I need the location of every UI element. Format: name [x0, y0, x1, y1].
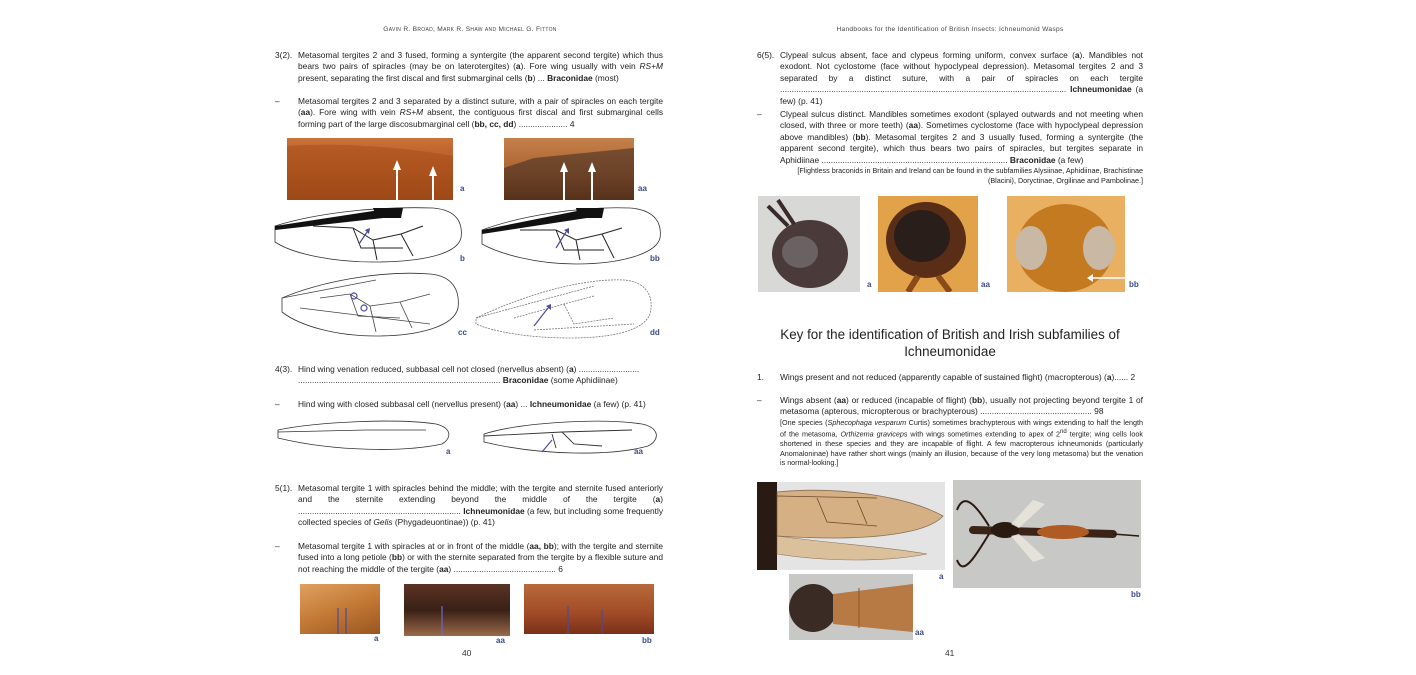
lead-text: Metasomal tergite 1 with spiracles behind the middle; with the tergite and sternite fused anteriorly and the sternite extending beyond the middle of the tergite (	[298, 483, 663, 505]
fig-ref: aa	[439, 563, 449, 574]
forewing-drawing-b	[273, 204, 465, 266]
fig-ref: a	[568, 364, 574, 374]
forewing-drawing-cc	[280, 268, 460, 340]
couplet-number: 3(2).	[275, 50, 293, 60]
taxon-name: Ichneumonidae	[529, 399, 592, 409]
couplet-number: 6(5).	[757, 50, 775, 60]
photo-brachypterous-bb	[953, 480, 1141, 588]
lead-text: ) ..................... 4	[513, 118, 575, 129]
photo-metasoma-a	[287, 138, 453, 200]
lead-text: ) ............................................ 6	[448, 563, 563, 574]
taxon-name: Braconidae	[1009, 154, 1056, 165]
couplet-6	[757, 50, 1143, 107]
lead-text: ). Metasomal tergites 2 and 3 usually fused, forming a syntergite (the apparent second tergite), which thus bears two pairs of spiracles, but tergites separate in Aphidiinae ................................................................................	[780, 131, 1143, 165]
fig-ref: bb	[391, 552, 403, 563]
fig-label: bb	[650, 254, 660, 263]
lead-text: (some Aphidiinae)	[548, 375, 618, 386]
left-page	[270, 0, 670, 675]
forewing-drawing-dd	[474, 274, 654, 340]
couplet-5-alt	[275, 541, 663, 575]
fig-label: cc	[458, 328, 467, 337]
lead-text: ) ...	[515, 399, 530, 409]
fig-ref: aa, bb	[529, 541, 554, 551]
couplet-4-alt	[275, 399, 663, 410]
head-illustration	[1007, 196, 1125, 292]
lead-text: Wings absent (	[780, 395, 837, 405]
lead-text: ) ...........................	[298, 494, 663, 516]
key-couplet-1-alt	[757, 395, 1143, 468]
fig-ref: a	[1074, 50, 1080, 60]
couplet-5	[275, 483, 663, 529]
lead-text: ). Mandibles not exodont. Not cyclostome (face without hypoclypeal depression). Metasomal tergites 2 and 3 separated by a distinct suture, with a pair of spiracles on each tergite ...................................	[780, 50, 1143, 95]
fig-ref: a	[1106, 372, 1112, 382]
wasp-body-illustration	[953, 480, 1141, 588]
fig-label: aa	[981, 280, 990, 289]
fig-label: a	[939, 572, 944, 581]
dash: –	[275, 541, 280, 551]
key-title: Key for the identification of British and Irish subfamilies of Ichneumonidae	[780, 327, 1120, 359]
photo-winged-a	[757, 482, 945, 570]
photo-head-aa	[878, 196, 978, 292]
lead-text: ) or with the sternite separated from the tergite by a flexible suture and not reaching the middle of the tergite (	[298, 552, 663, 574]
lead-text: Clypeal sulcus absent, face and clypeus forming uniform, convex surface (	[780, 50, 1075, 60]
lead-text: Metasomal tergites 2 and 3 fused, forming a syntergite (the apparent second tergite) which thus bears two pairs of spiracles (may be on laterotergites) (	[298, 50, 663, 72]
couplet-lead-b	[780, 109, 1143, 166]
taxon-name: Ichneumonidae	[463, 505, 525, 516]
photo-head-bb	[1007, 196, 1125, 292]
fig-label: aa	[634, 447, 643, 456]
lead-text: ........................................................................................	[861, 84, 1071, 95]
lead-text: ), usually not projecting beyond tergite 1 of metasoma (apterous, micropterous or brachypterous) ................................................ 98	[780, 395, 1144, 417]
lead-text: (a few)	[1055, 154, 1084, 165]
tergite-illustration	[404, 584, 510, 636]
running-head-right: Handbooks for the Identification of British Insects: Ichneumonid Wasps	[836, 26, 1064, 33]
couplet-lead-a	[298, 483, 663, 529]
couplet-number: 4(3).	[275, 364, 293, 374]
photo-tergite-a	[300, 584, 380, 634]
lead-text: (a few, but including some frequently collected species of	[298, 505, 664, 528]
key-couplet-1	[757, 372, 1143, 383]
vein-name: RS+M	[639, 61, 664, 72]
lead-text: ). Sometimes cyclostome (face with hypoclypeal depression above mandibles) (	[780, 120, 1143, 142]
lead-text: present, separating the first discal and first submarginal cells (	[298, 72, 528, 83]
couplet-lead-b	[298, 541, 663, 575]
fig-ref: a	[655, 494, 661, 505]
couplet-6-alt	[757, 109, 1143, 186]
page-number-right: 41	[945, 648, 955, 658]
taxon-name: Ichneumonidae	[1070, 84, 1132, 95]
fig-label: aa	[496, 636, 505, 645]
fig-ref: bb	[971, 395, 983, 405]
couplet-number: 1.	[757, 372, 764, 382]
couplet-3	[275, 50, 663, 84]
lead-text: Metasomal tergites 2 and 3 separated by a distinct suture, with a pair of spiracles on each tergite (	[298, 96, 663, 118]
lead-text: Clypeal sulcus distinct. Mandibles sometimes exodont (splayed outwards and not meeting when closed, with three or more teeth) (	[780, 109, 1143, 131]
fig-ref: aa	[908, 120, 918, 131]
couplet-lead-a	[780, 50, 1143, 107]
wing-venation	[480, 204, 662, 266]
wing-venation	[474, 274, 654, 340]
genus-name: Gelis	[373, 517, 393, 528]
running-head-left: Gavin R. Broad, Mark R. Shaw and Michael G. Fitton	[383, 26, 557, 33]
lead-text: Hind wing venation reduced, subbasal cell not closed (nervellus absent) (	[298, 364, 569, 374]
photo-apterous-aa	[789, 574, 913, 640]
couplet-note	[780, 418, 1143, 468]
tergite-illustration	[300, 584, 380, 634]
lead-text: (Phygadeuontinae)) (p. 41)	[392, 517, 495, 528]
couplet-lead-a	[780, 372, 1143, 383]
couplet-4	[275, 364, 663, 387]
lead-text: Metasomal tergite 1 with spiracles at or in front of the middle (	[298, 541, 530, 551]
vein-name: RS+M	[399, 107, 424, 118]
fig-ref: aa	[506, 399, 516, 409]
fig-label: bb	[1131, 590, 1141, 599]
couplet-number: 5(1).	[275, 483, 293, 493]
photo-tergite-bb	[524, 584, 654, 634]
fig-ref: aa	[836, 395, 847, 405]
note-text: [One species (	[780, 417, 828, 427]
lead-text: ) ...	[532, 72, 548, 83]
fig-ref: a	[515, 61, 521, 72]
couplet-lead-b	[780, 395, 1143, 418]
species-name: Orthizema graviceps	[840, 429, 908, 438]
couplet-lead-a	[298, 364, 663, 387]
metasoma-illustration	[287, 138, 453, 200]
lead-text: ). Fore wing usually with vein	[520, 61, 640, 72]
dash: –	[275, 96, 280, 106]
couplet-3-alt	[275, 96, 663, 130]
lead-text: ). Fore wing with vein	[310, 107, 400, 118]
couplet-lead-a	[298, 50, 663, 84]
note-text: tergite; wing cells look shortened in these species and they are incapable of flight. A few macropterous ichneumonids (particularly Anomaloninae) have rather short wings (mainly an illusion, because of the very long metasoma) but the venation is normal-looking.]	[780, 429, 1143, 468]
species-name: Sphecophaga vesparum	[827, 417, 907, 427]
lead-text: Wings present and not reduced (apparently capable of sustained flight) (macropterous) (	[780, 372, 1107, 382]
fig-ref: aa	[300, 107, 311, 118]
lead-text: (a few) (p. 41)	[780, 84, 1144, 106]
lead-text: )...... 2	[1111, 372, 1136, 382]
couplet-lead-b	[298, 399, 663, 410]
lead-text: ) or reduced (incapable of flight) (	[846, 395, 972, 405]
lead-text: ...........................................	[360, 505, 464, 516]
superscript: nd	[1060, 428, 1067, 435]
lead-text: (most)	[592, 72, 619, 83]
fig-ref: b	[527, 72, 533, 83]
photo-head-a	[758, 196, 860, 292]
fig-label: a	[374, 634, 379, 643]
lead-text: absent, the contiguous first discal and first submarginal cells forming part of the large discosubmarginal cell (	[298, 107, 664, 129]
photo-tergite-aa	[404, 584, 510, 636]
taxon-name: Braconidae	[547, 72, 593, 83]
tergite-illustration	[524, 584, 654, 634]
wing-venation	[280, 268, 460, 340]
fig-label: dd	[650, 328, 660, 337]
page-number-left: 40	[462, 648, 472, 658]
right-page	[755, 0, 1145, 675]
dash: –	[757, 395, 762, 405]
wing-venation	[276, 416, 452, 454]
dash: –	[757, 109, 762, 119]
fig-label: a	[460, 184, 465, 193]
hindwing-drawing-a	[276, 416, 452, 454]
wing-venation	[273, 204, 465, 266]
fig-label: bb	[642, 636, 652, 645]
fig-label: a	[446, 447, 451, 456]
forewing-drawing-bb	[480, 204, 662, 266]
note-text: Curtis) sometimes brachypterous with wings extending to half the length of the metasoma,	[780, 417, 1144, 438]
lead-text: .......................................................................................	[298, 375, 503, 386]
lead-text: Hind wing with closed subbasal cell (nervellus present) (	[298, 399, 507, 409]
fig-label: aa	[915, 628, 924, 637]
couplet-note: [Flightless braconids in Britain and Ireland can be found in the subfamilies Alysiinae, Aphidiinae, Brachistinae (Blacini), Doryctinae, Orgilinae and Pambolinae.]	[797, 166, 1143, 185]
lead-text: ); with the tergite and sternite fused into a long petiole (	[298, 541, 663, 563]
lead-text: (a few) (p. 41)	[591, 399, 646, 409]
fig-label: a	[867, 280, 872, 289]
head-illustration	[758, 196, 860, 292]
dash: –	[275, 399, 280, 409]
head-illustration	[878, 196, 978, 292]
fig-ref: bb, cc, dd	[474, 118, 514, 129]
fig-label: b	[460, 254, 465, 263]
note-text: with wings sometimes extending to apex of 2	[907, 429, 1061, 438]
fig-label: aa	[638, 184, 647, 193]
taxon-name: Braconidae	[502, 375, 549, 386]
metasoma-illustration	[504, 138, 634, 200]
fig-ref: bb	[855, 131, 866, 142]
couplet-lead-b	[298, 96, 663, 130]
lead-text: ) ..........................	[573, 364, 640, 374]
fig-label: bb	[1129, 280, 1139, 289]
photo-metasoma-aa	[504, 138, 634, 200]
wasp-wing-illustration	[757, 482, 945, 570]
wasp-body-illustration	[789, 574, 913, 640]
